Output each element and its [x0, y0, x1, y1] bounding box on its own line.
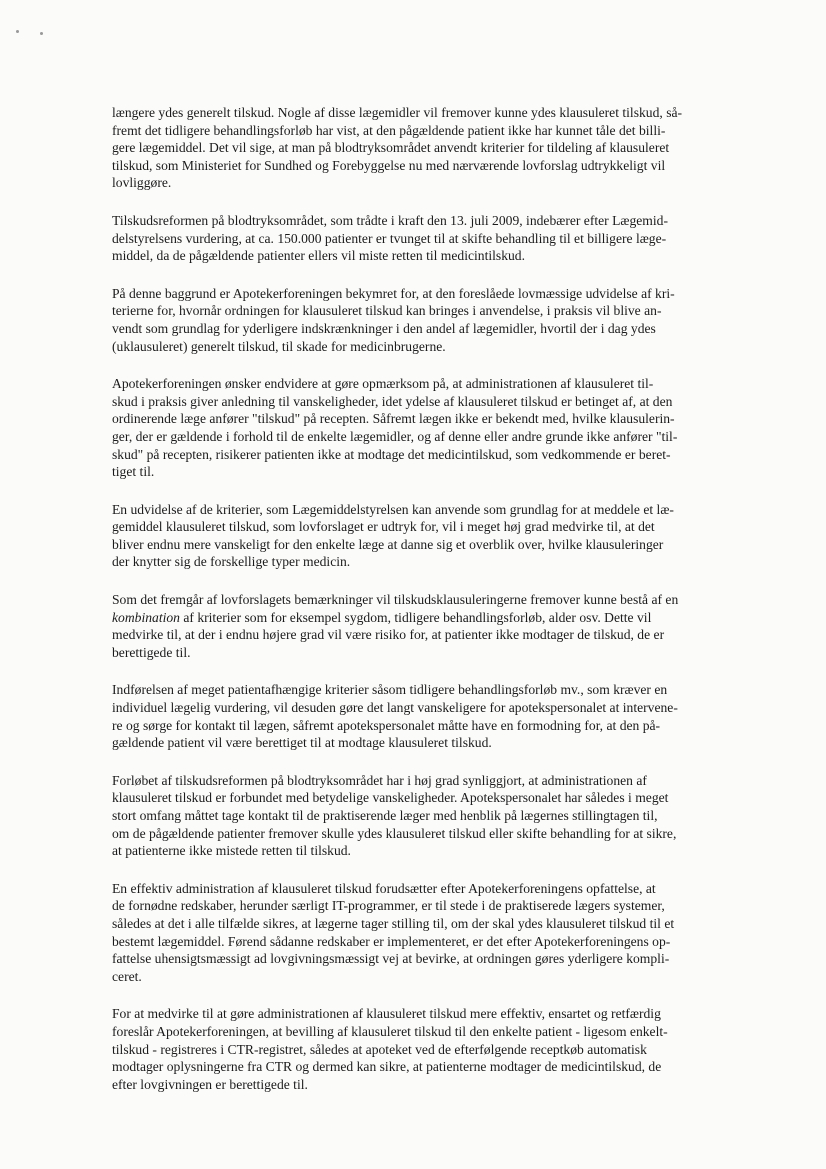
paragraph [112, 375, 726, 481]
text-line: middel, da de pågældende patienter ellers vil miste retten til medicintilskud. [112, 248, 525, 264]
text-line: skud i praksis giver anledning til vanskeligheder, idet ydelse af klausuleret tilskud er betinget af, at den [112, 393, 673, 409]
text-line: For at medvirke til at gøre administrationen af klausuleret tilskud mere effektiv, ensartet og retfærdig [112, 1006, 661, 1022]
text-line: Indførelsen af meget patientafhængige kriterier såsom tidligere behandlingsforløb mv., som kræver en [112, 682, 668, 698]
paragraph [112, 1005, 726, 1093]
text-line: kombination af kriterier som for eksempel sygdom, tidligere behandlingsforløb, alder osv. Dette vil [112, 609, 652, 625]
text-line: om de pågældende patienter fremover skulle ydes klausuleret tilskud eller skifte behandling for at sikre, [112, 825, 677, 841]
text-line: Forløbet af tilskudsreformen på blodtryksområdet har i høj grad synliggjort, at administrationen af [112, 772, 647, 788]
text-line: klausuleret tilskud er forbundet med betydelige vanskeligheder. Apotekspersonalet har således i meget [112, 790, 669, 806]
text-line: gemiddel klausuleret tilskud, som lovforslaget er udtryk for, vil i meget høj grad medvirke til, at det [112, 519, 655, 535]
text-line: skud" på recepten, risikerer patienten ikke at modtage det medicintilskud, som vedkommende er beret- [112, 446, 671, 462]
text-line: Tilskudsreformen på blodtryksområdet, som trådte i kraft den 13. juli 2009, indebærer efter Lægemid- [112, 212, 668, 228]
text-line: ordinerende læge anfører "tilskud" på recepten. Såfremt lægen ikke er bekendt med, hvilke klausulerin- [112, 411, 675, 427]
text-line: der knytter sig de forskellige typer medicin. [112, 554, 351, 570]
text-line: På denne baggrund er Apotekerforeningen bekymret for, at den foreslåede lovmæssige udvidelse af kri- [112, 285, 675, 301]
text-line: gere lægemiddel. Det vil sige, at man på blodtryksområdet anvendt kriterier for tildeling af klausuleret [112, 140, 670, 156]
text-line: En effektiv administration af klausuleret tilskud forudsætter efter Apotekerforeningens opfattelse, at [112, 880, 656, 896]
text-line: fattelse uhensigtsmæssigt ad lovgivningsmæssigt vej at bevirke, at ordningen gøres yderligere kompli- [112, 951, 670, 967]
text-line: efter lovgivningen er berettigede til. [112, 1076, 308, 1092]
text-line: (uklausuleret) generelt tilskud, til skade for medicinbrugerne. [112, 338, 446, 354]
text-line: stort omfang måttet tage kontakt til de praktiserende læger med henblik på lægernes stillingtagen til, [112, 808, 658, 823]
text-line: modtager oplysningerne fra CTR og dermed kan sikre, at patienterne modtager de medicintilskud, de [112, 1059, 662, 1075]
paragraph [112, 681, 726, 751]
scan-speck [40, 32, 43, 35]
text-line: foreslår Apotekerforeningen, at bevilling af klausuleret tilskud til den enkelte patient - ligesom enkelt- [112, 1023, 668, 1039]
text-line: Som det fremgår af lovforslagets bemærkninger vil tilskudsklausuleringerne fremover kunne bestå af en [112, 592, 679, 608]
text-line: medvirke til, at der i endnu højere grad vil være risiko for, at patienter ikke modtager de tilskud, de er [112, 627, 665, 643]
scan-speck [16, 30, 19, 33]
text-line: ger, der er gældende i forhold til de enkelte lægemidler, og af denne eller andre grunde ikke anfører "til- [112, 428, 678, 444]
paragraph [112, 212, 726, 265]
text-line: gældende patient vil være berettiget til at modtage klausuleret tilskud. [112, 735, 492, 751]
paragraph [112, 772, 726, 860]
paragraph [112, 880, 726, 986]
text-line: re og sørge for kontakt til lægen, såfremt apotekspersonalet måtte have en formodning for, at den på- [112, 717, 661, 733]
paragraph [112, 285, 726, 355]
text-line: bliver endnu mere vanskeligt for den enkelte læge at danne sig et overblik over, hvilke klausuleringer [112, 536, 664, 552]
text-line: at patienterne ikke mistede retten til tilskud. [112, 843, 351, 859]
text-line: således at det i alle tilfælde sikres, at lægerne tager stilling til, om der skal ydes klausuleret tilskud til et [112, 915, 675, 931]
text-line: lovliggøre. [112, 175, 172, 191]
paragraph [112, 501, 726, 571]
text-line: tilskud - registreres i CTR-registret, således at apoteket ved de efterfølgende receptkøb automatisk [112, 1041, 647, 1057]
paragraph [112, 591, 726, 661]
emphasized-term: kombination [112, 609, 180, 625]
document-body [112, 104, 726, 1113]
text-line: længere ydes generelt tilskud. Nogle af disse lægemidler vil fremover kunne ydes klausuleret tilskud, så- [112, 105, 683, 120]
text-line: individuel lægelig vurdering, vil desuden gøre det langt vanskeligere for apotekspersonalet at intervene- [112, 700, 678, 716]
text-line: Apotekerforeningen ønsker endvidere at gøre opmærksom på, at administrationen af klausuleret til- [112, 376, 654, 392]
text-line: delstyrelsens vurdering, at ca. 150.000 patienter er tvunget til at skifte behandling til et billigere læge- [112, 230, 667, 246]
text-line: fremt det tidligere behandlingsforløb har vist, at den pågældende patient ikke har kunnet tåle det billi- [112, 122, 666, 138]
text-line: vendt som grundlag for yderligere indskrænkninger i den andel af lægemidler, hvortil der i dag ydes [112, 320, 656, 336]
text-line: En udvidelse af de kriterier, som Lægemiddelstyrelsen kan anvende som grundlag for at meddele et læ- [112, 501, 674, 517]
text-line: tiget til. [112, 464, 155, 480]
text-line: terierne for, hvornår ordningen for klausuleret tilskud kan bringes i anvendelse, i praksis vil blive an- [112, 303, 662, 319]
text-line: bestemt lægemiddel. Førend sådanne redskaber er implementeret, er det efter Apotekerforeningens op- [112, 933, 671, 949]
text-line: berettigede til. [112, 644, 191, 660]
text-line: de fornødne redskaber, herunder særligt IT-programmer, er til stede i de praktiserede lægers systemer, [112, 898, 665, 914]
text-line: ceret. [112, 968, 142, 984]
paragraph [112, 104, 726, 192]
text-line: tilskud, som Ministeriet for Sundhed og Forebyggelse nu med nærværende lovforslag udtrykkeligt vil [112, 157, 666, 173]
